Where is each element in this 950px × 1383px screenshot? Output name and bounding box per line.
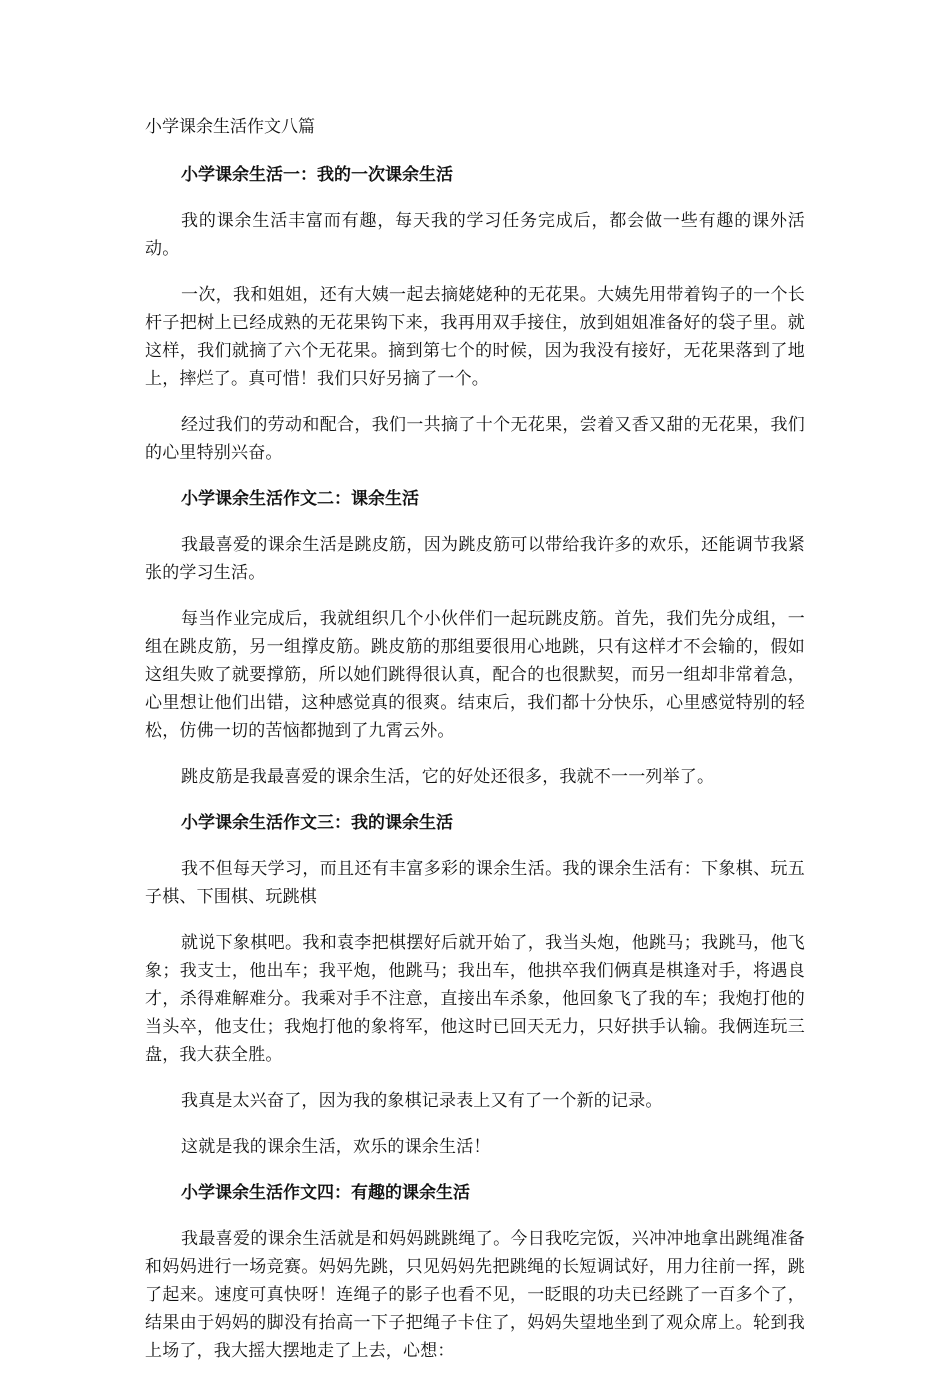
paragraph: 我最喜爱的课余生活是跳皮筋，因为跳皮筋可以带给我许多的欢乐，还能调节我紧张的学习生活。 — [145, 535, 805, 583]
paragraph: 我不但每天学习，而且还有丰富多彩的课余生活。我的课余生活有：下象棋、玩五子棋、下围棋、玩跳棋 — [145, 859, 805, 907]
section-heading: 小学课余生活作文四：有趣的课余生活 — [181, 1183, 470, 1203]
paragraph: 就说下象棋吧。我和袁李把棋摆好后就开始了，我当头炮，他跳马；我跳马，他飞象；我支士，他出车；我平炮，他跳马；我出车，他拱卒我们俩真是棋逢对手，将遇良才，杀得难解难分。我乘对手不注意，直接出车杀象，他回象飞了我的车；我炮打他的当头卒，他支仕；我炮打他的象将军，他这时已回天无力，只好拱手认输。我俩连玩三盘，我大获全胜。 — [145, 933, 805, 1065]
paragraph: 跳皮筋是我最喜爱的课余生活，它的好处还很多，我就不一一列举了。 — [181, 767, 715, 787]
section-2 — [145, 485, 805, 791]
section-1 — [145, 161, 805, 467]
paragraph: 我真是太兴奋了，因为我的象棋记录表上又有了一个新的记录。 — [181, 1091, 663, 1111]
document-title: 小学课余生活作文八篇 — [145, 117, 315, 137]
paragraph: 经过我们的劳动和配合，我们一共摘了十个无花果，尝着又香又甜的无花果，我们的心里特别兴奋。 — [145, 415, 805, 463]
section-heading: 小学课余生活作文三：我的课余生活 — [181, 813, 453, 833]
paragraph: 我最喜爱的课余生活就是和妈妈跳跳绳了。今日我吃完饭，兴冲冲地拿出跳绳准备和妈妈进行一场竞赛。妈妈先跳，只见妈妈先把跳绳的长短调试好，用力往前一挥，跳了起来。速度可真快呀！连绳子的影子也看不见，一眨眼的功夫已经跳了一百多个了，结果由于妈妈的脚没有抬高一下子把绳子卡住了，妈妈失望地坐到了观众席上。轮到我上场了，我大摇大摆地走了上去，心想： — [145, 1229, 805, 1361]
paragraph: 我的课余生活丰富而有趣，每天我的学习任务完成后，都会做一些有趣的课外活动。 — [145, 211, 805, 259]
section-heading: 小学课余生活作文二：课余生活 — [181, 489, 419, 509]
paragraph: 一次，我和姐姐，还有大姨一起去摘姥姥种的无花果。大姨先用带着钩子的一个长杆子把树上已经成熟的无花果钩下来，我再用双手接住，放到姐姐准备好的袋子里。就这样，我们就摘了六个无花果。摘到第七个的时候，因为我没有接好，无花果落到了地上，摔烂了。真可惜！我们只好另摘了一个。 — [145, 285, 805, 389]
section-heading: 小学课余生活一：我的一次课余生活 — [181, 165, 453, 185]
paragraph: 这就是我的课余生活，欢乐的课余生活！ — [181, 1137, 491, 1157]
section-4 — [145, 1179, 805, 1365]
section-3 — [145, 809, 805, 1161]
document-page — [145, 113, 805, 1383]
paragraph: 每当作业完成后，我就组织几个小伙伴们一起玩跳皮筋。首先，我们先分成组，一组在跳皮筋，另一组撑皮筋。跳皮筋的那组要很用心地跳，只有这样才不会输的，假如这组失败了就要撑筋，所以她们跳得很认真，配合的也很默契，而另一组却非常着急，心里想让他们出错，这种感觉真的很爽。结束后，我们都十分快乐，心里感觉特别的轻松，仿佛一切的苦恼都抛到了九霄云外。 — [145, 609, 805, 741]
